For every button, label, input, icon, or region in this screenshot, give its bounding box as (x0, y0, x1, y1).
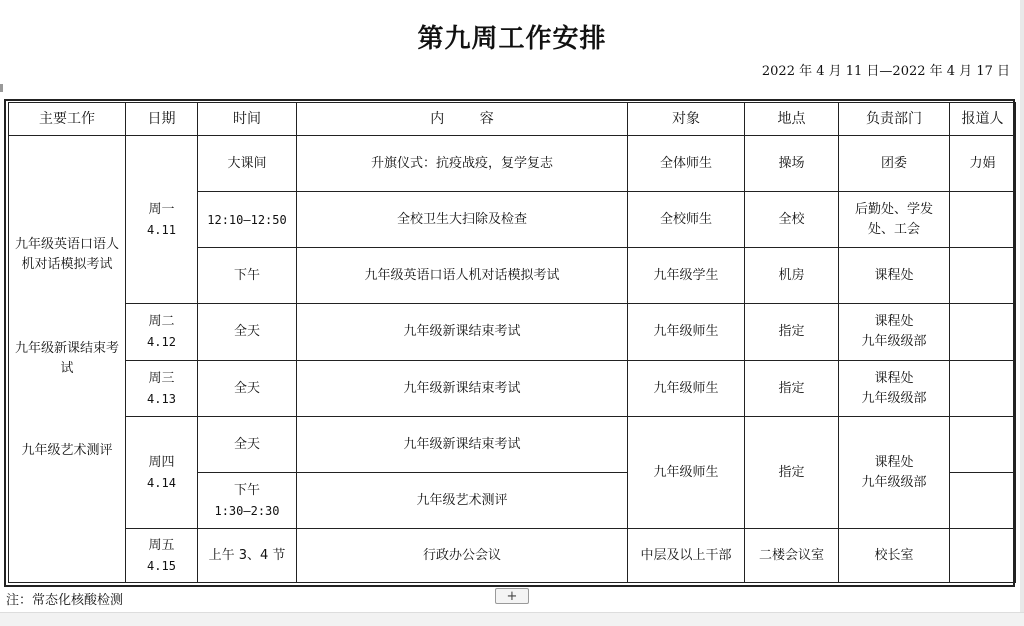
time-cell: 全天 (198, 417, 297, 473)
main-work-item: 九年级新课结束考试 (14, 341, 119, 376)
date-cell (126, 417, 198, 529)
time-line: 下午 (233, 482, 260, 498)
location-cell: 机房 (745, 248, 839, 304)
time-cell: 上午 3、4 节 (198, 529, 297, 583)
page-title: 第九周工作安排 (417, 24, 607, 54)
header-location: 地点 (745, 103, 839, 136)
day-date: 4.15 (147, 558, 176, 573)
content-cell: 升旗仪式：抗疫战疫，复学复志 (297, 136, 628, 192)
location-cell: 二楼会议室 (745, 529, 839, 583)
add-row-button[interactable]: + (495, 588, 529, 604)
table-row (9, 304, 1016, 361)
date-range: 2022 年 4 月 11 日—2022 年 4 月 17 日 (761, 64, 1010, 79)
location-cell: 指定 (745, 304, 839, 361)
time-line: 1:30—2:30 (214, 503, 280, 518)
content-cell: 九年级新课结束考试 (297, 304, 628, 361)
target-cell: 九年级师生 (628, 304, 745, 361)
location-cell: 指定 (745, 417, 839, 529)
target-cell: 九年级师生 (628, 417, 745, 529)
reporter-cell (950, 304, 1016, 361)
row-resize-marker (0, 84, 3, 92)
department-cell (839, 417, 950, 529)
reporter-cell (950, 192, 1016, 248)
department-cell (839, 361, 950, 417)
day-date: 4.11 (147, 222, 176, 237)
table-row (9, 136, 1016, 192)
department-line: 九年级级部 (861, 390, 927, 406)
target-cell: 中层及以上干部 (628, 529, 745, 583)
target-cell: 九年级师生 (628, 361, 745, 417)
reporter-cell: 力娟 (950, 136, 1016, 192)
status-bar (0, 612, 1024, 626)
header-content: 内 容 (297, 103, 628, 136)
content-cell: 行政办公会议 (297, 529, 628, 583)
content-cell: 全校卫生大扫除及检查 (297, 192, 628, 248)
weekday: 周一 (148, 201, 175, 217)
main-work-item: 九年级艺术测评 (21, 443, 113, 458)
header-target: 对象 (628, 103, 745, 136)
location-cell: 指定 (745, 361, 839, 417)
main-work-item: 九年级英语口语人机对话模拟考试 (14, 237, 119, 272)
date-cell (126, 361, 198, 417)
target-cell: 全体师生 (628, 136, 745, 192)
department-line: 课程处 (874, 370, 914, 386)
table-row (9, 529, 1016, 583)
day-date: 4.13 (147, 391, 176, 406)
department-cell: 校长室 (839, 529, 950, 583)
department-line: 课程处 (874, 314, 914, 329)
time-cell: 下午 (198, 248, 297, 304)
day-date: 4.14 (147, 475, 176, 490)
date-cell (126, 136, 198, 304)
content-cell: 九年级新课结束考试 (297, 361, 628, 417)
header-row (9, 103, 1016, 136)
content-cell: 九年级新课结束考试 (297, 417, 628, 473)
location-cell: 全校 (745, 192, 839, 248)
department-cell: 团委 (839, 136, 950, 192)
time-cell (198, 473, 297, 529)
location-cell: 操场 (745, 136, 839, 192)
weekday: 周三 (148, 370, 175, 386)
date-cell (126, 529, 198, 583)
weekday: 周四 (148, 454, 175, 470)
vertical-scrollbar[interactable] (1020, 0, 1024, 625)
department-cell: 课程处 (839, 248, 950, 304)
header-reporter: 报道人 (950, 103, 1016, 136)
weekday: 周五 (148, 537, 175, 553)
table-row (9, 361, 1016, 417)
department-line: 课程处 (874, 454, 914, 470)
reporter-cell (950, 361, 1016, 417)
schedule-table (8, 102, 1016, 583)
header-main-work: 主要工作 (9, 103, 126, 136)
department-line: 九年级级部 (861, 334, 927, 349)
reporter-cell (950, 417, 1016, 473)
content-cell: 九年级英语口语人机对话模拟考试 (297, 248, 628, 304)
table-row (9, 417, 1016, 473)
header-department: 负责部门 (839, 103, 950, 136)
main-work-cell (9, 136, 126, 583)
footnote: 注：常态化核酸检测 (6, 593, 124, 608)
weekday: 周二 (148, 314, 175, 329)
reporter-cell (950, 473, 1016, 529)
header-time: 时间 (198, 103, 297, 136)
time-cell: 12:10—12:50 (198, 192, 297, 248)
department-line: 九年级级部 (861, 474, 927, 490)
content-cell: 九年级艺术测评 (297, 473, 628, 529)
date-cell (126, 304, 198, 361)
day-date: 4.12 (147, 335, 176, 349)
reporter-cell (950, 529, 1016, 583)
reporter-cell (950, 248, 1016, 304)
target-cell: 九年级学生 (628, 248, 745, 304)
time-cell: 全天 (198, 361, 297, 417)
target-cell: 全校师生 (628, 192, 745, 248)
department-cell (839, 304, 950, 361)
department-cell: 后勤处、学发处、工会 (839, 192, 950, 248)
time-cell: 大课间 (198, 136, 297, 192)
header-date: 日期 (126, 103, 198, 136)
time-cell: 全天 (198, 304, 297, 361)
